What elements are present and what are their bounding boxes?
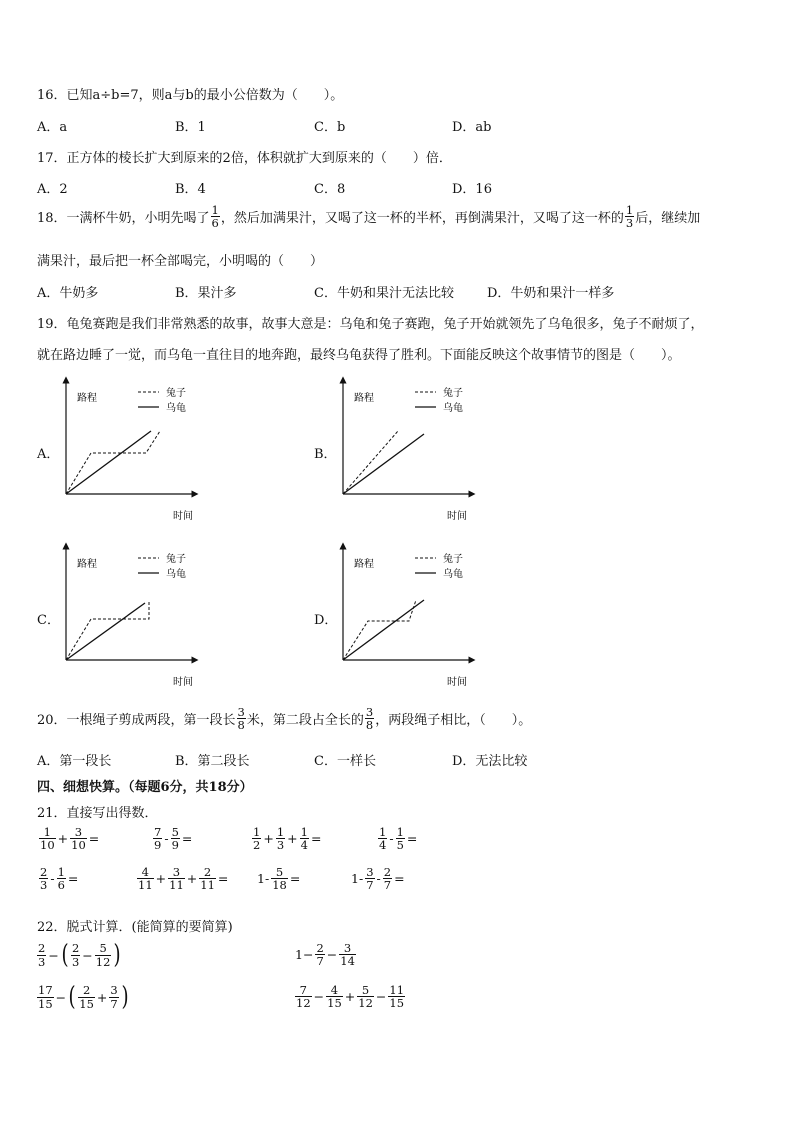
- q16-option-b[interactable]: B．1: [175, 120, 206, 135]
- operator: −: [326, 947, 338, 963]
- operator: -: [164, 831, 169, 847]
- legend-turtle-label: 乌龟: [443, 403, 463, 414]
- q20-option-a[interactable]: A．第一段长: [37, 754, 112, 769]
- numerator: 2: [38, 941, 46, 956]
- operator: =: [289, 871, 301, 887]
- denominator: 7: [383, 878, 392, 893]
- fraction: [315, 942, 324, 967]
- fraction: [396, 826, 405, 851]
- denominator: 15: [389, 996, 405, 1011]
- operator: -: [376, 871, 381, 887]
- denominator: 6: [57, 878, 65, 893]
- denominator: 3: [40, 878, 48, 893]
- question-21: 21．直接写出得数．: [37, 806, 158, 821]
- q18-text-part2: ，然后加满果汁，又喝了这一杯的半杯，再倒满果汁，又喝了这一杯的: [220, 211, 624, 227]
- numerator: 7: [154, 825, 162, 839]
- fraction: [357, 984, 374, 1009]
- numerator: 5: [171, 825, 179, 839]
- operator: −: [82, 947, 93, 963]
- graph-a[interactable]: [55, 374, 205, 524]
- denominator: 3: [71, 954, 80, 969]
- q20-option-b[interactable]: B．第二段长: [175, 754, 250, 769]
- rabbit-line: [66, 431, 160, 494]
- operator: =: [406, 831, 418, 847]
- rabbit-line: [343, 600, 416, 660]
- numerator: 1: [253, 825, 261, 839]
- q21-expr-7: [256, 866, 301, 891]
- fraction: [339, 942, 356, 967]
- fraction: [252, 826, 261, 851]
- operator: −: [48, 947, 59, 963]
- operator: +: [96, 989, 108, 1005]
- q20-option-d[interactable]: D．无法比较: [452, 754, 528, 769]
- graph-c[interactable]: [55, 540, 205, 690]
- numerator: 5: [271, 866, 288, 879]
- graph-c-label[interactable]: C．: [37, 613, 60, 628]
- operator: +: [186, 871, 198, 887]
- fraction: [378, 826, 387, 851]
- rabbit-line: [343, 431, 398, 494]
- denominator: 2: [253, 838, 261, 853]
- graph-d-label[interactable]: D．: [314, 613, 338, 628]
- denominator: 10: [71, 838, 86, 853]
- denominator: 15: [79, 996, 94, 1011]
- q18-fraction-1: $\frac{1}{6}$: [211, 203, 219, 231]
- denominator: 5: [396, 838, 404, 853]
- y-axis-label: 路程: [354, 559, 374, 570]
- numerator: 3: [70, 826, 87, 839]
- operator: =: [394, 871, 405, 887]
- q20-option-c[interactable]: C．一样长: [314, 754, 376, 769]
- operator: =: [88, 831, 100, 847]
- q18-option-b[interactable]: B．果汁多: [175, 286, 237, 301]
- numerator: 1: [300, 825, 308, 839]
- q21-expr-4: [377, 826, 418, 851]
- operator: -: [50, 871, 55, 887]
- numerator: 2: [71, 941, 80, 956]
- denominator: 3: [38, 954, 46, 969]
- fraction: [78, 984, 95, 1009]
- fraction: [276, 826, 285, 851]
- q22-expr-2: [294, 942, 357, 967]
- operator: =: [181, 831, 193, 847]
- fraction: [199, 866, 216, 891]
- numerator: 1: [379, 825, 387, 839]
- denominator: 10: [40, 838, 55, 853]
- numerator: 7: [295, 984, 312, 997]
- question-19-line-1: 19．龟兔赛跑是我们非常熟悉的故事，故事大意是：乌龟和兔子赛跑，兔子开始就领先了乌龟很多，兔子不耐烦了，: [37, 317, 704, 332]
- fraction: [388, 984, 405, 1009]
- x-axis-label: 时间: [173, 677, 193, 688]
- question-16: 16．已知a÷b=7，则a与b的最小公倍数为（ ）。: [37, 88, 344, 103]
- legend-turtle-label: 乌龟: [166, 403, 186, 414]
- parenthesis: ): [113, 940, 122, 970]
- q21-expr-2: [152, 826, 193, 851]
- fraction: [383, 866, 392, 891]
- denominator: 15: [38, 996, 53, 1011]
- denominator: 11: [200, 878, 215, 893]
- numerator: 11: [389, 983, 405, 997]
- denominator: 7: [316, 954, 324, 969]
- q16-option-a[interactable]: A．a: [37, 120, 68, 135]
- denominator: 12: [296, 996, 311, 1011]
- x-axis-label: 时间: [447, 511, 467, 522]
- fraction: [171, 826, 180, 851]
- numerator: 2: [40, 865, 48, 879]
- question-18: [37, 204, 700, 229]
- fraction: [365, 866, 374, 891]
- parenthesis: (: [61, 940, 69, 970]
- q18-line-2: 满果汁，最后把一杯全部喝完，小明喝的（ ）: [37, 254, 324, 269]
- operator: -: [389, 831, 394, 847]
- legend-rabbit-label: 兔子: [166, 554, 186, 565]
- denominator: 12: [358, 996, 373, 1011]
- q20-fraction-2: $\frac{3}{8}$: [365, 705, 374, 733]
- q16-option-d[interactable]: D．ab: [452, 120, 492, 135]
- q20-text-part1: 20．一根绳子剪成两段，第一段长: [37, 713, 236, 729]
- fraction: [37, 984, 54, 1009]
- q21-expr-3: [251, 826, 322, 851]
- parenthesis: ): [121, 982, 129, 1012]
- denominator: 15: [327, 996, 342, 1011]
- q18-fraction-2: $\frac{1}{3}$: [625, 203, 634, 231]
- denominator: 7: [110, 996, 118, 1011]
- y-axis-label: 路程: [77, 559, 97, 570]
- numerator: 1: [276, 825, 285, 839]
- numerator: 2: [78, 984, 95, 997]
- question-22: 22．脱式计算．(能简算的要简算): [37, 920, 233, 935]
- fraction: [39, 866, 48, 891]
- q18-text-part3: 后，继续加: [635, 211, 701, 227]
- operator: +: [287, 831, 298, 847]
- y-axis-label: 路程: [77, 393, 97, 404]
- fraction: [109, 984, 118, 1009]
- y-axis-label: 路程: [354, 393, 374, 404]
- fraction: [326, 984, 343, 1009]
- turtle-line: [66, 603, 145, 660]
- fraction: [300, 826, 309, 851]
- question-19-line-2: 就在路边睡了一觉，而乌龟一直往目的地奔跑，最终乌龟获得了胜利。下面能反映这个故事情节的图是（ ）。: [37, 348, 681, 363]
- q16-option-c[interactable]: C．b: [314, 120, 346, 135]
- fraction: [71, 942, 80, 967]
- numerator: 3: [339, 942, 356, 955]
- q22-expr-4: [294, 984, 406, 1009]
- denominator: 14: [340, 954, 355, 969]
- graph-b-label[interactable]: B．: [314, 447, 337, 462]
- q17-option-c[interactable]: C．8: [314, 182, 346, 197]
- numerator: 3: [110, 983, 118, 998]
- turtle-line: [343, 434, 424, 494]
- q20-text-part3: ，两段绳子相比，（ ）。: [375, 713, 532, 729]
- operator: =: [217, 871, 229, 887]
- turtle-line: [343, 600, 424, 660]
- denominator: 11: [138, 878, 153, 893]
- q21-expr-8: [350, 866, 406, 891]
- numerator: 2: [383, 865, 392, 879]
- graph-d[interactable]: [332, 540, 482, 690]
- legend-rabbit-label: 兔子: [443, 388, 463, 399]
- denominator: 9: [154, 838, 162, 853]
- turtle-line: [66, 431, 151, 494]
- fraction: [37, 942, 46, 967]
- denominator: 4: [379, 838, 387, 853]
- q21-expr-1: [38, 826, 100, 851]
- fraction: [295, 984, 312, 1009]
- q22-expr-3: [36, 984, 130, 1010]
- question-17: 17．正方体的棱长扩大到原来的2倍，体积就扩大到原来的（ ）倍．: [37, 151, 452, 166]
- operator: +: [263, 831, 274, 847]
- denominator: 11: [169, 878, 184, 893]
- fraction: [137, 866, 154, 891]
- denominator: 4: [300, 838, 308, 853]
- legend-rabbit-label: 兔子: [443, 554, 463, 565]
- denominator: 18: [272, 878, 287, 893]
- legend-turtle-label: 乌龟: [166, 569, 186, 580]
- x-axis-label: 时间: [447, 677, 467, 688]
- numerator: 2: [199, 866, 216, 879]
- fraction: [57, 866, 66, 891]
- q20-text-part2: 米，第二段占全长的: [246, 713, 364, 729]
- graph-b[interactable]: [332, 374, 482, 524]
- numerator: 17: [38, 983, 53, 998]
- q18-option-a[interactable]: A．牛奶多: [37, 286, 99, 301]
- denominator: 7: [366, 878, 374, 893]
- numerator: 3: [168, 866, 185, 879]
- numerator: 5: [357, 984, 374, 997]
- q17-option-b[interactable]: B．4: [175, 182, 206, 197]
- q21-expr-6: [136, 866, 229, 891]
- operator: −: [55, 989, 67, 1005]
- numerator: 4: [137, 866, 154, 879]
- legend-turtle-label: 乌龟: [443, 569, 463, 580]
- x-axis-label: 时间: [173, 511, 193, 522]
- legend-rabbit-label: 兔子: [166, 388, 186, 399]
- fraction: [153, 826, 162, 851]
- graph-a-label[interactable]: A．: [37, 447, 60, 462]
- numerator: 1: [39, 826, 56, 839]
- numerator: 3: [366, 865, 374, 879]
- operator: +: [344, 989, 356, 1005]
- question-20: [37, 706, 531, 731]
- q18-option-d[interactable]: D．牛奶和果汁一样多: [487, 286, 615, 301]
- numerator: 2: [316, 941, 324, 955]
- section-heading: 四、细想快算。（每题6分，共18分）: [37, 780, 253, 795]
- operator: 1-: [257, 871, 270, 887]
- denominator: 3: [276, 838, 285, 853]
- fraction: [168, 866, 185, 891]
- operator: −: [313, 989, 325, 1005]
- operator: 1-: [351, 871, 364, 887]
- q17-option-a[interactable]: A．2: [37, 182, 68, 197]
- q18-option-c[interactable]: C．牛奶和果汁无法比较: [314, 286, 454, 301]
- q22-expr-1: [36, 942, 123, 968]
- operator: +: [57, 831, 69, 847]
- operator: =: [67, 871, 79, 887]
- q17-option-d[interactable]: D．16: [452, 182, 492, 197]
- q20-fraction-1: $\frac{3}{8}$: [237, 705, 245, 733]
- fraction: [70, 826, 87, 851]
- fraction: [39, 826, 56, 851]
- fraction: [95, 942, 112, 967]
- operator: =: [310, 831, 322, 847]
- denominator: 12: [95, 954, 111, 969]
- numerator: 5: [95, 942, 112, 955]
- numerator: 1: [396, 825, 404, 839]
- operator: 1−: [295, 947, 314, 963]
- q21-expr-5: [38, 866, 79, 891]
- numerator: 4: [326, 984, 343, 997]
- numerator: 1: [57, 865, 65, 879]
- operator: −: [375, 989, 387, 1005]
- denominator: 9: [171, 838, 179, 853]
- parenthesis: (: [68, 982, 76, 1012]
- operator: +: [155, 871, 167, 887]
- fraction: [271, 866, 288, 891]
- q18-text-part1: 18．一满杯牛奶，小明先喝了: [37, 211, 210, 227]
